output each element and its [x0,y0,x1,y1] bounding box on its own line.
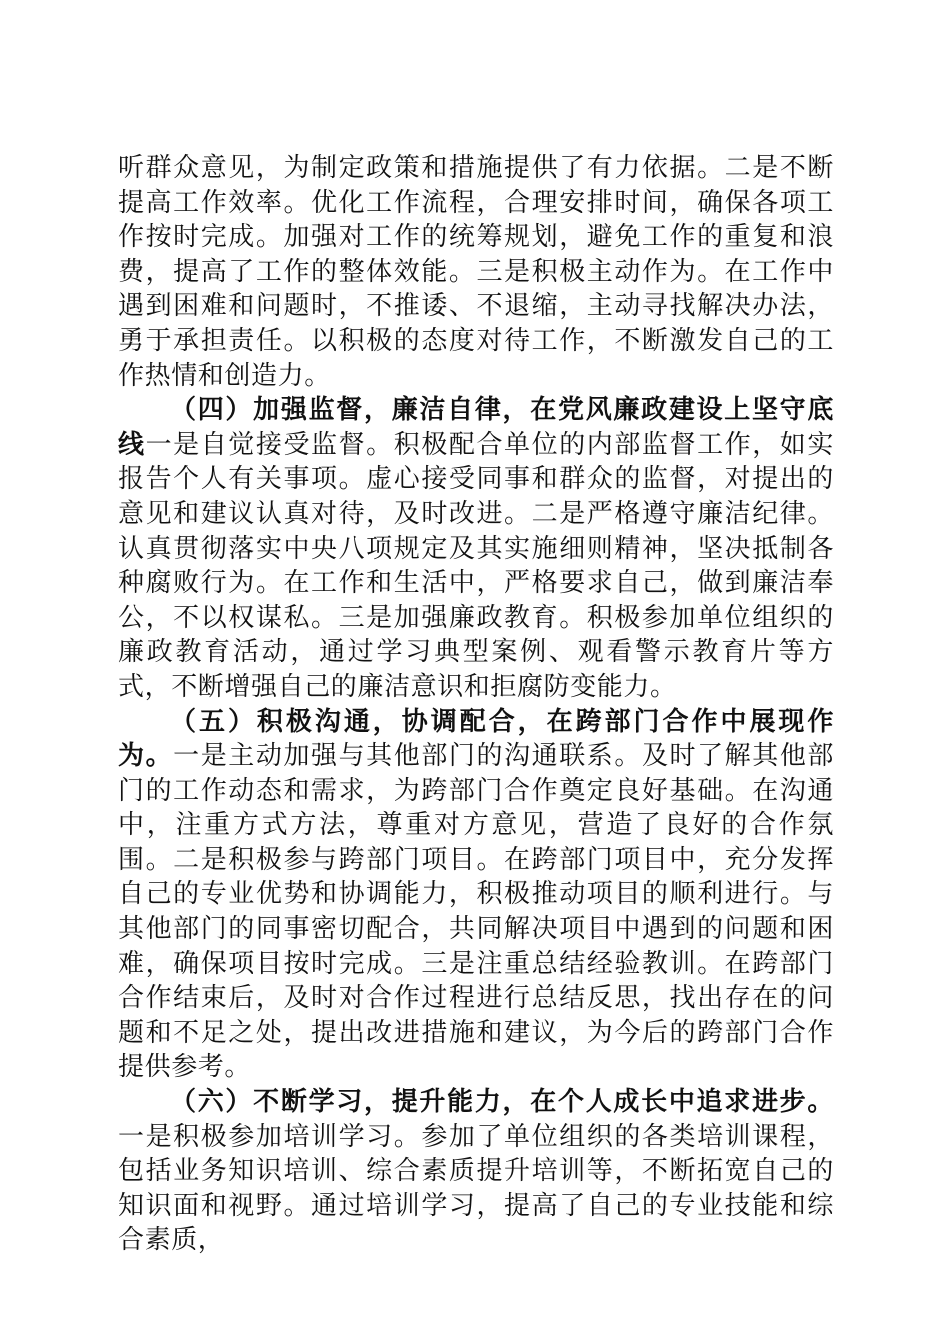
section-five [118,705,834,1086]
section-six [118,1085,834,1258]
paragraph-text: 听群众意见，为制定政策和措施提供了有力依据。二是不断提高工作效率。优化工作流程，合理安排时间，确保各项工作按时完成。加强对工作的统筹规划，避免工作的重复和浪费，提高了工作的整体效能。三是积极主动作为。在工作中遇到困难和问题时，不推诿、不退缩，主动寻找解决办法，勇于承担责任。以积极的态度对待工作，不断激发自己的工作热情和创造力。 [118,153,834,391]
section-heading-four: （四）加强监督，廉洁自律，在党风廉政建设上坚守底线 [118,395,834,460]
section-text-five: 一是主动加强与其他部门的沟通联系。及时了解其他部门的工作动态和需求，为跨部门合作奠定良好基础。在沟通中，注重方式方法，尊重对方意见，营造了良好的合作氛围。二是积极参与跨部门项目。在跨部门项目中，充分发挥自己的专业优势和协调能力，积极推动项目的顺利进行。与其他部门的同事密切配合，共同解决项目中遇到的问题和困难，确保项目按时完成。三是注重总结经验教训。在跨部门合作结束后，及时对合作过程进行总结反思，找出存在的问题和不足之处，提出改进措施和建议，为今后的跨部门合作提供参考。 [118,741,834,1083]
section-heading-six: （六）不断学习，提升能力，在个人成长中追求进步。 [170,1087,834,1118]
section-four [118,393,834,704]
document-body [118,151,834,1258]
section-text-six: 一是积极参加培训学习。参加了单位组织的各类培训课程，包括业务知识培训、综合素质提升培训等，不断拓宽自己的知识面和视野。通过培训学习，提高了自己的专业技能和综合素质， [118,1121,834,1256]
section-heading-five: （五）积极沟通，协调配合，在跨部门合作中展现作为。 [118,706,834,772]
paragraph-continuation [118,151,834,393]
section-text-four: 一是自觉接受监督。积极配合单位的内部监督工作，如实报告个人有关事项。虚心接受同事和群众的监督，对提出的意见和建议认真对待，及时改进。二是严格遵守廉洁纪律。认真贯彻落实中央八项规定及其实施细则精神，坚决抵制各种腐败行为。在工作和生活中，严格要求自己，做到廉洁奉公，不以权谋私。三是加强廉政教育。积极参加单位组织的廉政教育活动，通过学习典型案例、观看警示教育片等方式，不断增强自己的廉洁意识和拒腐防变能力。 [118,429,834,702]
